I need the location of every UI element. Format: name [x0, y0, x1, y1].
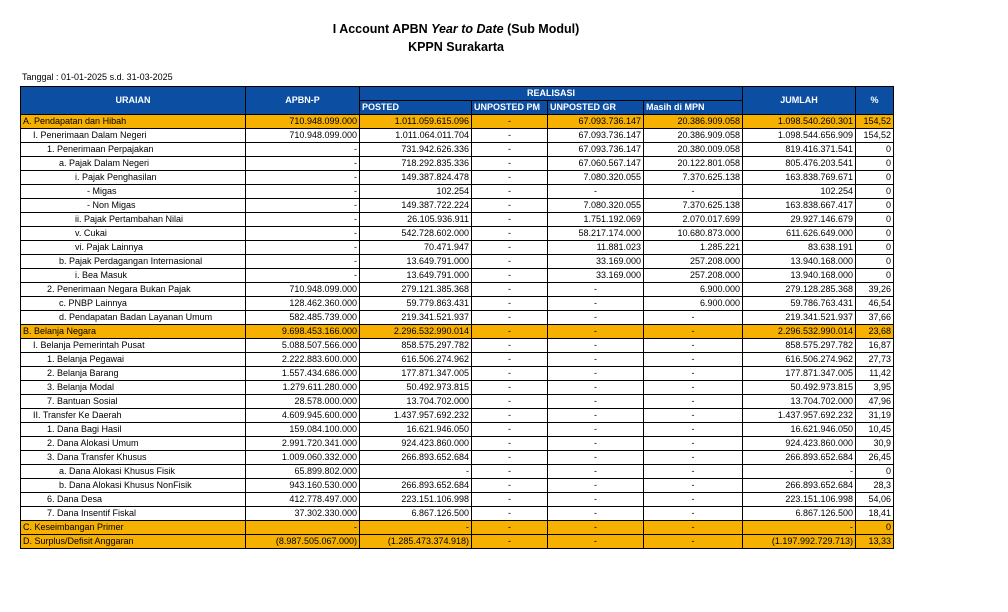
cell-uraian: a. Dana Alokasi Khusus Fisik: [21, 465, 246, 479]
cell-posted: 616.506.274.962: [360, 353, 472, 367]
cell-unposted-gr: 33.169.000: [548, 269, 644, 283]
table-row: [21, 241, 894, 255]
cell-jumlah: 83.638.191: [743, 241, 856, 255]
cell-masih-mpn: -: [644, 507, 743, 521]
cell-jumlah: 102.254: [743, 185, 856, 199]
header-unposted-pm: UNPOSTED PM: [472, 101, 548, 115]
cell-unposted-gr: -: [548, 353, 644, 367]
cell-unposted-pm: -: [472, 479, 548, 493]
cell-apbn: 412.778.497.000: [246, 493, 360, 507]
table-row: [21, 395, 894, 409]
cell-apbn: 9.698.453.166.000: [246, 325, 360, 339]
cell-jumlah: 1.098.544.656.909: [743, 129, 856, 143]
cell-posted: 13.704.702.000: [360, 395, 472, 409]
cell-masih-mpn: -: [644, 381, 743, 395]
report-table: [20, 86, 894, 549]
cell-apbn: -: [246, 157, 360, 171]
cell-apbn: 37.302.330.000: [246, 507, 360, 521]
table-row: [21, 283, 894, 297]
cell-percent: 0: [856, 185, 894, 199]
cell-jumlah: 6.867.126.500: [743, 507, 856, 521]
cell-percent: 54,06: [856, 493, 894, 507]
date-range: Tanggal : 01-01-2025 s.d. 31-03-2025: [22, 72, 173, 82]
cell-apbn: -: [246, 227, 360, 241]
cell-uraian: 7. Bantuan Sosial: [21, 395, 246, 409]
cell-masih-mpn: 20.386.909.058: [644, 129, 743, 143]
table-row: [21, 269, 894, 283]
table-row: [21, 115, 894, 129]
cell-unposted-pm: -: [472, 213, 548, 227]
cell-apbn: -: [246, 255, 360, 269]
cell-percent: 16,87: [856, 339, 894, 353]
cell-uraian: i. Pajak Penghasilan: [21, 171, 246, 185]
cell-apbn: -: [246, 171, 360, 185]
cell-percent: 27,73: [856, 353, 894, 367]
cell-apbn: -: [246, 241, 360, 255]
cell-unposted-pm: -: [472, 423, 548, 437]
table-row: [21, 325, 894, 339]
cell-uraian: 6. Dana Desa: [21, 493, 246, 507]
table-row: [21, 493, 894, 507]
table-row: [21, 381, 894, 395]
cell-percent: 26,45: [856, 451, 894, 465]
cell-unposted-pm: -: [472, 199, 548, 213]
cell-masih-mpn: -: [644, 465, 743, 479]
cell-jumlah: 59.786.763.431: [743, 297, 856, 311]
cell-unposted-gr: 33.169.000: [548, 255, 644, 269]
cell-posted: 102.254: [360, 185, 472, 199]
cell-unposted-gr: -: [548, 465, 644, 479]
cell-masih-mpn: 7.370.625.138: [644, 171, 743, 185]
cell-unposted-gr: -: [548, 283, 644, 297]
cell-uraian: 2. Dana Alokasi Umum: [21, 437, 246, 451]
cell-jumlah: 2.296.532.990.014: [743, 325, 856, 339]
cell-jumlah: 16.621.946.050: [743, 423, 856, 437]
cell-apbn: 1.009.060.332.000: [246, 451, 360, 465]
header-masih-mpn: Masih di MPN: [644, 101, 743, 115]
cell-jumlah: 13.940.168.000: [743, 255, 856, 269]
cell-uraian: A. Pendapatan dan Hibah: [21, 115, 246, 129]
cell-percent: 0: [856, 157, 894, 171]
cell-apbn: 128.462.360.000: [246, 297, 360, 311]
cell-uraian: I. Belanja Pemerintah Pusat: [21, 339, 246, 353]
cell-jumlah: (1.197.992.729.713): [743, 535, 856, 549]
cell-masih-mpn: -: [644, 521, 743, 535]
cell-apbn: 710.948.099.000: [246, 115, 360, 129]
cell-masih-mpn: 20.122.801.058: [644, 157, 743, 171]
cell-jumlah: 266.893.652.684: [743, 479, 856, 493]
cell-percent: 0: [856, 143, 894, 157]
cell-unposted-pm: -: [472, 269, 548, 283]
cell-posted: 177.871.347.005: [360, 367, 472, 381]
cell-jumlah: 223.151.106.998: [743, 493, 856, 507]
table-row: [21, 521, 894, 535]
cell-jumlah: 805.476.203.541: [743, 157, 856, 171]
cell-uraian: I. Penerimaan Dalam Negeri: [21, 129, 246, 143]
cell-percent: 30,9: [856, 437, 894, 451]
cell-unposted-pm: -: [472, 185, 548, 199]
cell-unposted-gr: -: [548, 297, 644, 311]
cell-uraian: 1. Belanja Pegawai: [21, 353, 246, 367]
table-row: [21, 479, 894, 493]
cell-unposted-gr: -: [548, 325, 644, 339]
table-row: [21, 143, 894, 157]
cell-masih-mpn: -: [644, 437, 743, 451]
cell-unposted-gr: -: [548, 367, 644, 381]
cell-posted: 59.779.863.431: [360, 297, 472, 311]
cell-posted: 266.893.652.684: [360, 479, 472, 493]
header-apbn: APBN-P: [246, 87, 360, 115]
cell-jumlah: 819.416.371.541: [743, 143, 856, 157]
cell-percent: 37,66: [856, 311, 894, 325]
cell-uraian: 3. Dana Transfer Khusus: [21, 451, 246, 465]
table-row: [21, 129, 894, 143]
cell-posted: 542.728.602.000: [360, 227, 472, 241]
cell-apbn: -: [246, 199, 360, 213]
cell-posted: 1.437.957.692.232: [360, 409, 472, 423]
cell-posted: 16.621.946.050: [360, 423, 472, 437]
cell-unposted-gr: -: [548, 311, 644, 325]
cell-masih-mpn: -: [644, 423, 743, 437]
cell-masih-mpn: -: [644, 185, 743, 199]
table-row: [21, 409, 894, 423]
table-row: [21, 353, 894, 367]
cell-masih-mpn: 6.900.000: [644, 297, 743, 311]
cell-masih-mpn: 257.208.000: [644, 255, 743, 269]
cell-masih-mpn: -: [644, 493, 743, 507]
cell-unposted-gr: -: [548, 423, 644, 437]
table-row: [21, 171, 894, 185]
cell-unposted-pm: -: [472, 381, 548, 395]
cell-jumlah: 616.506.274.962: [743, 353, 856, 367]
cell-apbn: 28.578.000.000: [246, 395, 360, 409]
cell-posted: 2.296.532.990.014: [360, 325, 472, 339]
cell-percent: 23,68: [856, 325, 894, 339]
cell-apbn: 710.948.099.000: [246, 129, 360, 143]
cell-uraian: - Non Migas: [21, 199, 246, 213]
cell-apbn: 159.084.100.000: [246, 423, 360, 437]
cell-masih-mpn: -: [644, 479, 743, 493]
cell-unposted-pm: -: [472, 311, 548, 325]
cell-posted: 731.942.626.336: [360, 143, 472, 157]
cell-percent: 0: [856, 521, 894, 535]
cell-unposted-pm: -: [472, 367, 548, 381]
cell-posted: 26.105.936.911: [360, 213, 472, 227]
table-row: [21, 423, 894, 437]
header-unposted-gr: UNPOSTED GR: [548, 101, 644, 115]
cell-percent: 11,42: [856, 367, 894, 381]
cell-masih-mpn: -: [644, 311, 743, 325]
cell-unposted-gr: -: [548, 479, 644, 493]
cell-uraian: i. Bea Masuk: [21, 269, 246, 283]
table-row: [21, 227, 894, 241]
cell-apbn: (8.987.505.067.000): [246, 535, 360, 549]
cell-masih-mpn: -: [644, 367, 743, 381]
cell-posted: 219.341.521.937: [360, 311, 472, 325]
cell-unposted-gr: -: [548, 395, 644, 409]
cell-apbn: 4.609.945.600.000: [246, 409, 360, 423]
table-row: [21, 297, 894, 311]
cell-masih-mpn: 7.370.625.138: [644, 199, 743, 213]
cell-uraian: 3. Belanja Modal: [21, 381, 246, 395]
title-prefix: I Account APBN: [332, 22, 432, 36]
cell-jumlah: 924.423.860.000: [743, 437, 856, 451]
cell-posted: 6.867.126.500: [360, 507, 472, 521]
table-row: [21, 507, 894, 521]
cell-apbn: 1.557.434.686.000: [246, 367, 360, 381]
cell-unposted-gr: -: [548, 381, 644, 395]
cell-unposted-pm: -: [472, 339, 548, 353]
cell-percent: 39,26: [856, 283, 894, 297]
cell-unposted-pm: -: [472, 157, 548, 171]
cell-masih-mpn: -: [644, 339, 743, 353]
cell-percent: 3,95: [856, 381, 894, 395]
cell-jumlah: 279.128.285.368: [743, 283, 856, 297]
cell-unposted-gr: 7.080.320.055: [548, 171, 644, 185]
cell-posted: 1.011.059.615.096: [360, 115, 472, 129]
cell-unposted-pm: -: [472, 241, 548, 255]
cell-masih-mpn: -: [644, 395, 743, 409]
cell-apbn: 2.991.720.341.000: [246, 437, 360, 451]
cell-posted: -: [360, 465, 472, 479]
cell-apbn: 1.279.611.280.000: [246, 381, 360, 395]
cell-percent: 18,41: [856, 507, 894, 521]
cell-unposted-gr: 67.093.736.147: [548, 129, 644, 143]
cell-percent: 0: [856, 269, 894, 283]
cell-uraian: 1. Penerimaan Perpajakan: [21, 143, 246, 157]
cell-uraian: b. Dana Alokasi Khusus NonFisik: [21, 479, 246, 493]
cell-percent: 0: [856, 241, 894, 255]
cell-percent: 0: [856, 171, 894, 185]
cell-jumlah: 29.927.146.679: [743, 213, 856, 227]
cell-unposted-pm: -: [472, 507, 548, 521]
table-row: [21, 213, 894, 227]
cell-jumlah: 177.871.347.005: [743, 367, 856, 381]
cell-unposted-pm: -: [472, 297, 548, 311]
cell-unposted-gr: 11.881.023: [548, 241, 644, 255]
cell-unposted-gr: -: [548, 493, 644, 507]
cell-percent: 0: [856, 213, 894, 227]
cell-masih-mpn: 1.285.221: [644, 241, 743, 255]
cell-unposted-gr: -: [548, 437, 644, 451]
cell-posted: -: [360, 521, 472, 535]
cell-percent: 0: [856, 227, 894, 241]
cell-unposted-pm: -: [472, 143, 548, 157]
cell-unposted-gr: 67.060.567.147: [548, 157, 644, 171]
cell-masih-mpn: -: [644, 535, 743, 549]
cell-masih-mpn: -: [644, 451, 743, 465]
cell-apbn: -: [246, 143, 360, 157]
cell-unposted-pm: -: [472, 227, 548, 241]
cell-unposted-pm: -: [472, 129, 548, 143]
cell-unposted-gr: -: [548, 535, 644, 549]
cell-jumlah: 13.704.702.000: [743, 395, 856, 409]
cell-uraian: a. Pajak Dalam Negeri: [21, 157, 246, 171]
cell-posted: 266.893.652.684: [360, 451, 472, 465]
cell-unposted-gr: -: [548, 451, 644, 465]
cell-masih-mpn: 10.680.873.000: [644, 227, 743, 241]
table-row: [21, 157, 894, 171]
cell-posted: 223.151.106.998: [360, 493, 472, 507]
cell-uraian: ii. Pajak Pertambahan Nilai: [21, 213, 246, 227]
report-title: [0, 22, 912, 36]
header-realisasi: REALISASI: [360, 87, 743, 101]
cell-apbn: -: [246, 269, 360, 283]
cell-unposted-pm: -: [472, 171, 548, 185]
cell-uraian: vi. Pajak Lainnya: [21, 241, 246, 255]
cell-jumlah: 858.575.297.782: [743, 339, 856, 353]
header-uraian: URAIAN: [21, 87, 246, 115]
cell-unposted-pm: -: [472, 465, 548, 479]
cell-jumlah: -: [743, 465, 856, 479]
cell-unposted-gr: -: [548, 339, 644, 353]
cell-masih-mpn: 2.070.017.699: [644, 213, 743, 227]
cell-percent: 0: [856, 465, 894, 479]
cell-apbn: 582.485.739.000: [246, 311, 360, 325]
cell-uraian: C. Keseimbangan Primer: [21, 521, 246, 535]
cell-percent: 13,33: [856, 535, 894, 549]
cell-uraian: D. Surplus/Defisit Anggaran: [21, 535, 246, 549]
table-row: [21, 535, 894, 549]
cell-percent: 46,54: [856, 297, 894, 311]
table-row: [21, 367, 894, 381]
cell-posted: 13.649.791.000: [360, 255, 472, 269]
table-row: [21, 185, 894, 199]
cell-posted: 149.387.722.224: [360, 199, 472, 213]
cell-unposted-gr: 67.093.736.147: [548, 143, 644, 157]
cell-posted: 279.121.385.368: [360, 283, 472, 297]
cell-unposted-gr: -: [548, 507, 644, 521]
header-jumlah: JUMLAH: [743, 87, 856, 115]
cell-jumlah: 163.838.769.671: [743, 171, 856, 185]
cell-jumlah: 611.626.649.000: [743, 227, 856, 241]
cell-masih-mpn: -: [644, 409, 743, 423]
cell-uraian: c. PNBP Lainnya: [21, 297, 246, 311]
cell-masih-mpn: 257.208.000: [644, 269, 743, 283]
cell-masih-mpn: 6.900.000: [644, 283, 743, 297]
table-row: [21, 255, 894, 269]
table-row: [21, 311, 894, 325]
cell-unposted-gr: 67.093.736.147: [548, 115, 644, 129]
cell-unposted-gr: -: [548, 521, 644, 535]
cell-jumlah: 50.492.973.815: [743, 381, 856, 395]
cell-unposted-gr: -: [548, 409, 644, 423]
cell-uraian: 7. Dana Insentif Fiskal: [21, 507, 246, 521]
cell-jumlah: 1.437.957.692.232: [743, 409, 856, 423]
cell-apbn: 5.088.507.566.000: [246, 339, 360, 353]
cell-posted: 718.292.835.336: [360, 157, 472, 171]
cell-uraian: b. Pajak Perdagangan Internasional: [21, 255, 246, 269]
cell-uraian: 2. Belanja Barang: [21, 367, 246, 381]
cell-unposted-pm: -: [472, 283, 548, 297]
title-italic: Year to Date: [431, 22, 504, 36]
cell-posted: (1.285.473.374.918): [360, 535, 472, 549]
table-row: [21, 199, 894, 213]
cell-unposted-gr: 7.080.320.055: [548, 199, 644, 213]
cell-posted: 70.471.947: [360, 241, 472, 255]
cell-posted: 50.492.973.815: [360, 381, 472, 395]
cell-posted: 858.575.297.782: [360, 339, 472, 353]
cell-unposted-pm: -: [472, 325, 548, 339]
cell-percent: 154,52: [856, 115, 894, 129]
cell-apbn: 710.948.099.000: [246, 283, 360, 297]
cell-jumlah: 163.838.667.417: [743, 199, 856, 213]
cell-jumlah: 13.940.168.000: [743, 269, 856, 283]
cell-unposted-gr: -: [548, 185, 644, 199]
cell-apbn: 65.899.802.000: [246, 465, 360, 479]
cell-percent: 154,52: [856, 129, 894, 143]
cell-unposted-pm: -: [472, 409, 548, 423]
cell-unposted-pm: -: [472, 521, 548, 535]
cell-unposted-pm: -: [472, 255, 548, 269]
cell-posted: 924.423.860.000: [360, 437, 472, 451]
cell-uraian: d. Pendapatan Badan Layanan Umum: [21, 311, 246, 325]
cell-percent: 0: [856, 199, 894, 213]
cell-unposted-pm: -: [472, 451, 548, 465]
cell-posted: 149.387.824.478: [360, 171, 472, 185]
cell-apbn: -: [246, 521, 360, 535]
cell-percent: 10,45: [856, 423, 894, 437]
header-posted: POSTED: [360, 101, 472, 115]
table-row: [21, 437, 894, 451]
cell-apbn: -: [246, 185, 360, 199]
cell-uraian: - Migas: [21, 185, 246, 199]
table-row: [21, 465, 894, 479]
cell-jumlah: 219.341.521.937: [743, 311, 856, 325]
cell-uraian: v. Cukai: [21, 227, 246, 241]
cell-unposted-pm: -: [472, 535, 548, 549]
cell-unposted-pm: -: [472, 115, 548, 129]
cell-unposted-pm: -: [472, 493, 548, 507]
cell-apbn: 2.222.883.600.000: [246, 353, 360, 367]
table-row: [21, 451, 894, 465]
cell-unposted-pm: -: [472, 437, 548, 451]
cell-jumlah: 266.893.652.684: [743, 451, 856, 465]
cell-unposted-pm: -: [472, 353, 548, 367]
cell-percent: 47,96: [856, 395, 894, 409]
cell-posted: 1.011.064.011.704: [360, 129, 472, 143]
cell-masih-mpn: 20.386.909.058: [644, 115, 743, 129]
cell-masih-mpn: -: [644, 325, 743, 339]
cell-jumlah: -: [743, 521, 856, 535]
cell-unposted-pm: -: [472, 395, 548, 409]
title-suffix: (Sub Modul): [503, 22, 580, 36]
cell-apbn: -: [246, 213, 360, 227]
cell-uraian: 1. Dana Bagi Hasil: [21, 423, 246, 437]
cell-masih-mpn: -: [644, 353, 743, 367]
cell-posted: 13.649.791.000: [360, 269, 472, 283]
cell-percent: 28,3: [856, 479, 894, 493]
cell-jumlah: 1.098.540.260.301: [743, 115, 856, 129]
cell-uraian: 2. Penerimaan Negara Bukan Pajak: [21, 283, 246, 297]
cell-percent: 0: [856, 255, 894, 269]
cell-unposted-gr: 58.217.174.000: [548, 227, 644, 241]
report-subtitle: KPPN Surakarta: [408, 40, 504, 54]
cell-uraian: B. Belanja Negara: [21, 325, 246, 339]
cell-apbn: 943.160.530.000: [246, 479, 360, 493]
cell-masih-mpn: 20.380.009.058: [644, 143, 743, 157]
header-percent: %: [856, 87, 894, 115]
cell-percent: 31,19: [856, 409, 894, 423]
table-row: [21, 339, 894, 353]
cell-uraian: II. Transfer Ke Daerah: [21, 409, 246, 423]
cell-unposted-gr: 1.751.192.069: [548, 213, 644, 227]
